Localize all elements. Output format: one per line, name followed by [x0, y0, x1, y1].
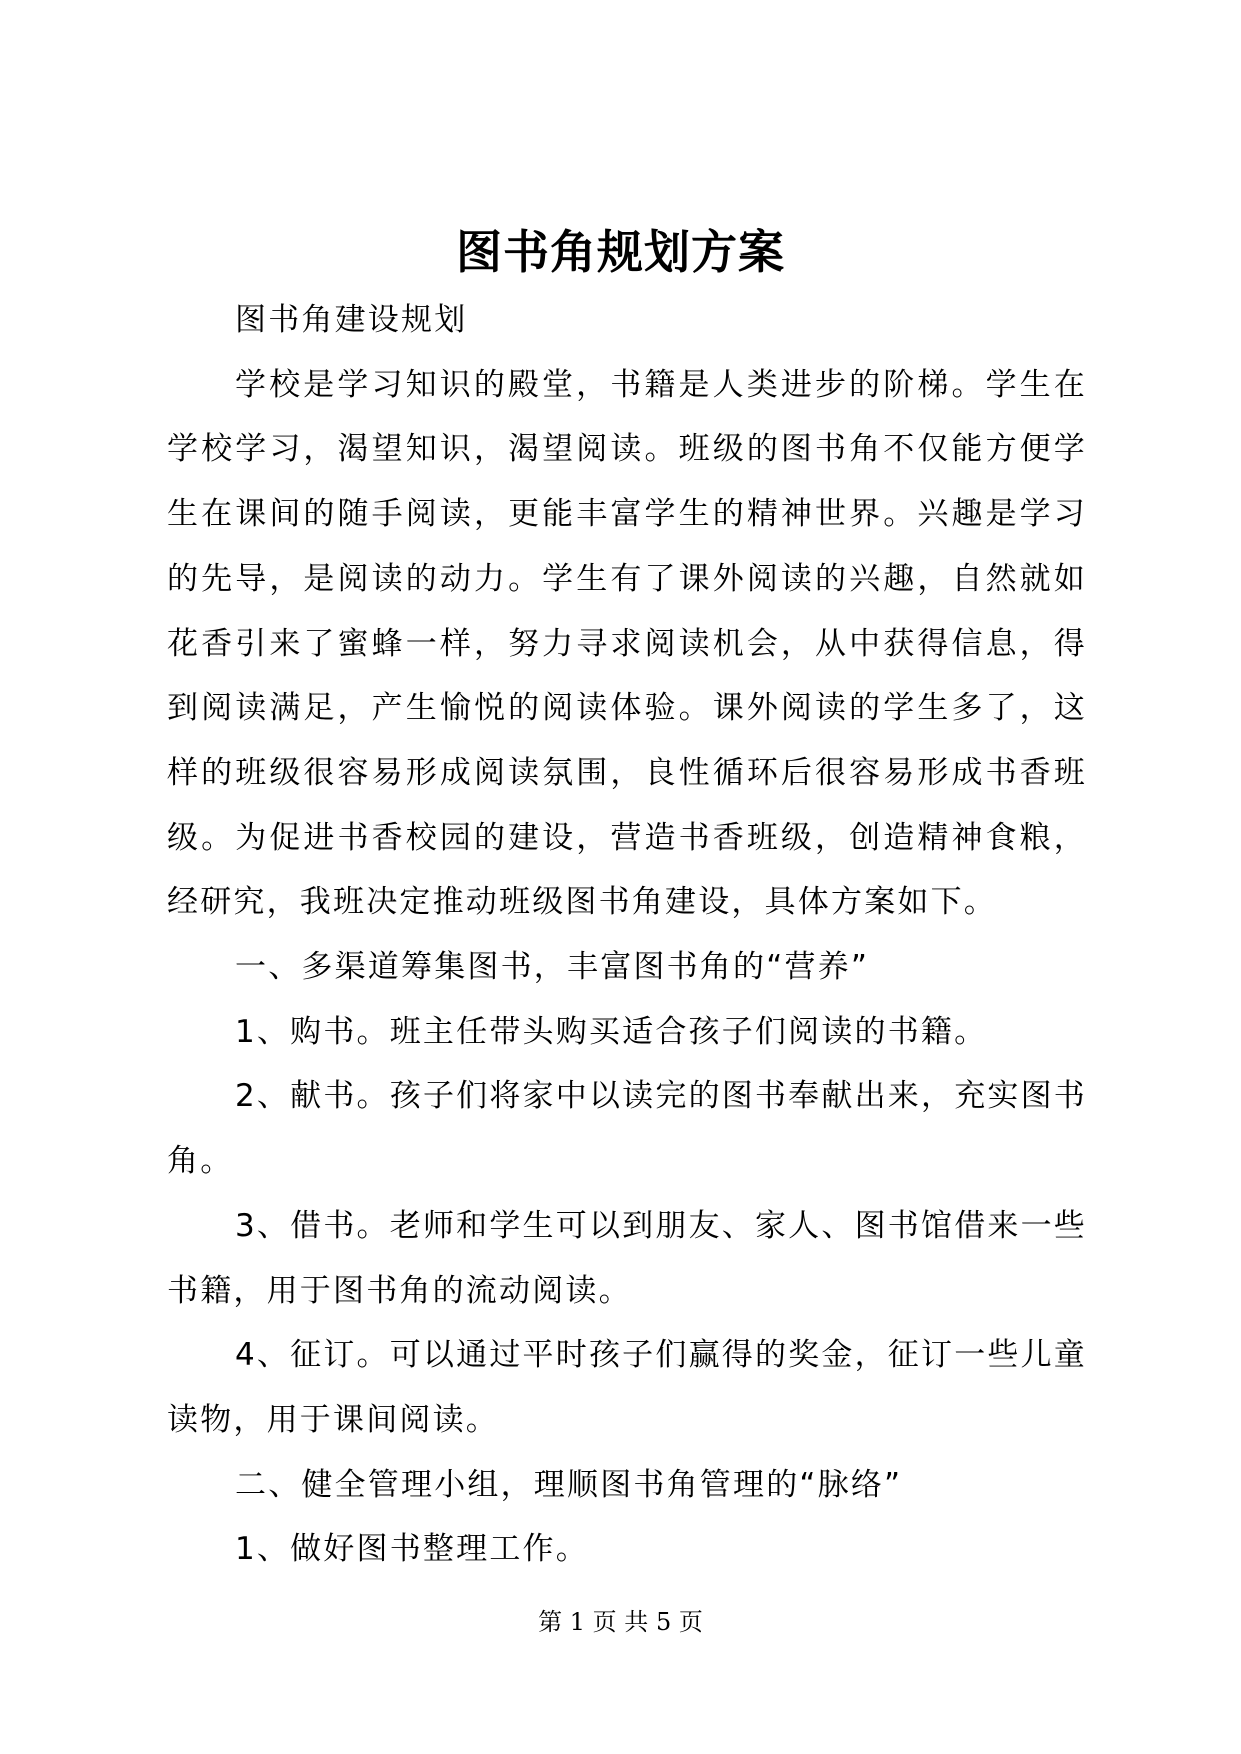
document-title: 图书角规划方案 [456, 225, 785, 279]
section-heading-2: 二、健全管理小组，理顺图书角管理的“脉络” [235, 1466, 903, 1503]
paragraph-subtitle: 图书角建设规划 [235, 302, 468, 338]
document-body [167, 288, 1087, 1582]
list-item: 2、献书。孩子们将家中以读完的图书奉献出来，充实图书角。 [167, 1078, 1087, 1180]
list-item: 1、购书。班主任带头购买适合孩子们阅读的书籍。 [235, 1013, 988, 1050]
list-item: 3、借书。老师和学生可以到朋友、家人、图书馆借来一些书籍，用于图书角的流动阅读。 [167, 1207, 1087, 1309]
list-item: 4、征订。可以通过平时孩子们赢得的奖金，征订一些儿童读物，用于课间阅读。 [167, 1337, 1087, 1438]
page-number: 第 1 页 共 5 页 [538, 1608, 703, 1636]
section-heading-1: 一、多渠道筹集图书，丰富图书角的“营养” [235, 949, 870, 986]
list-item: 1、做好图书整理工作。 [235, 1531, 589, 1568]
paragraph-intro: 学校是学习知识的殿堂，书籍是人类进步的阶梯。学生在学校学习，渴望知识，渴望阅读。班级的图书角不仅能方便学生在课间的随手阅读，更能丰富学生的精神世界。兴趣是学习的先导，是阅读的动力。学生有了课外阅读的兴趣，自然就如花香引来了蜜蜂一样，努力寻求阅读机会，从中获得信息，得到阅读满足，产生愉悦的阅读体验。课外阅读的学生多了，这样的班级很容易形成阅读氛围，良性循环后很容易形成书香班级。为促进书香校园的建设，营造书香班级，创造精神食粮，经研究，我班决定推动班级图书角建设，具体方案如下。 [167, 366, 1087, 921]
